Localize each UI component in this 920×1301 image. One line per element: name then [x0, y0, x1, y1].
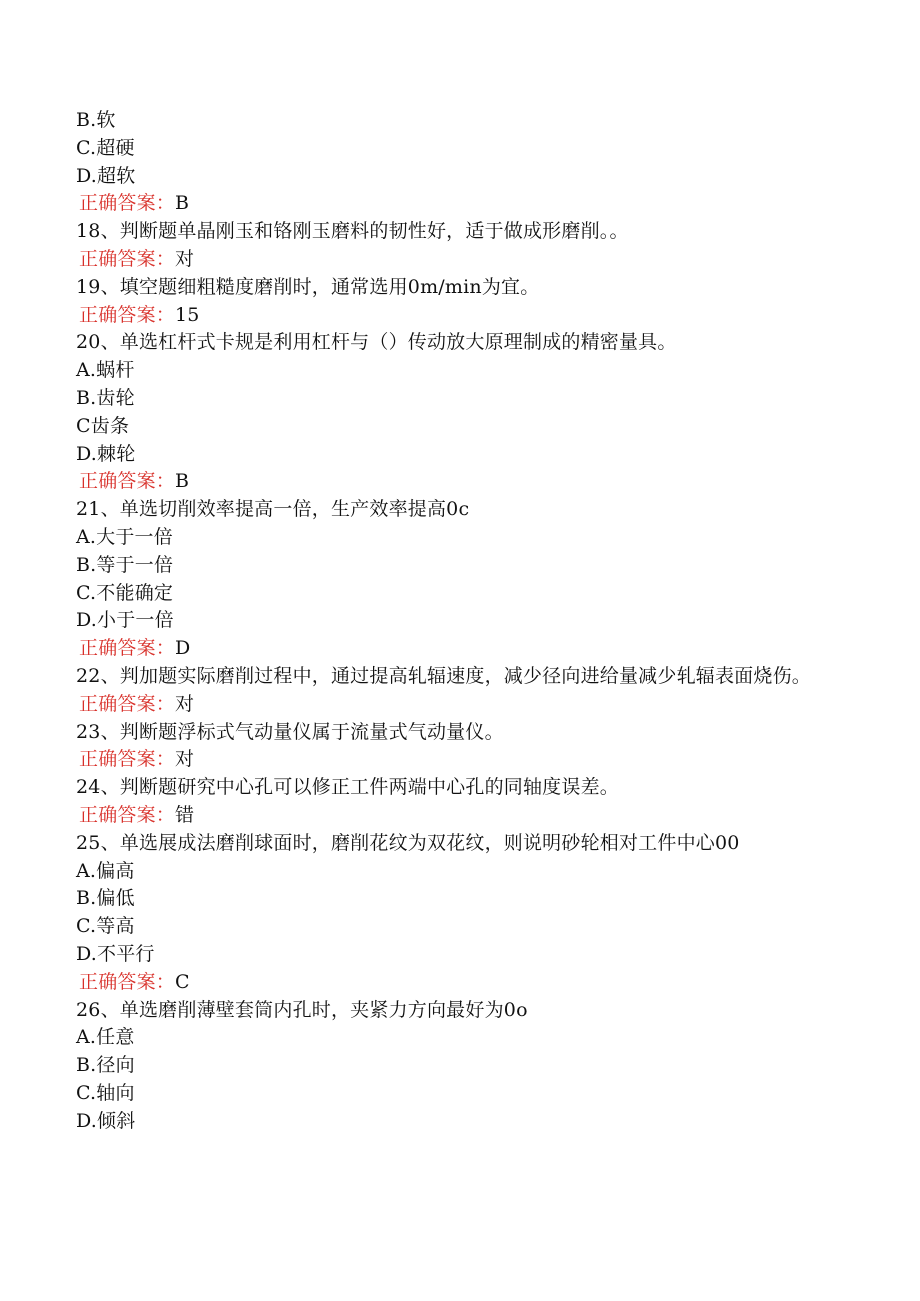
answer-label: 正确答案： [79, 247, 176, 270]
answer-22 [76, 691, 856, 719]
document-page [76, 107, 856, 1135]
option-b: B.齿轮 [76, 386, 135, 409]
question-25: 25、单选展成法磨削球面时，磨削花纹为双花纹，则说明砂轮相对工件中心00 [76, 831, 740, 854]
answer-value: 对 [175, 247, 195, 270]
option-a: A.偏高 [76, 859, 135, 882]
option-a: A.任意 [76, 1026, 135, 1049]
option-b: B.等于一倍 [76, 553, 174, 576]
question-20: 20、单选杠杆式卡规是利用杠杆与（）传动放大原理制成的精密量具。 [76, 331, 677, 354]
answer-18 [76, 246, 856, 274]
answer-label: 正确答案： [79, 303, 176, 326]
option-d: D.倾斜 [76, 1109, 136, 1132]
option-d: D.超软 [76, 164, 136, 187]
answer-label: 正确答案： [79, 970, 176, 993]
option-b: B.径向 [76, 1054, 135, 1077]
answer-value: B [175, 192, 190, 215]
option-c: C.超硬 [76, 136, 135, 159]
option-a: A.大于一倍 [76, 525, 173, 548]
option-c: C齿条 [76, 414, 130, 437]
option-a: A.蜗杆 [76, 359, 135, 382]
answer-25 [76, 969, 856, 997]
question-24: 24、判断题研究中心孔可以修正工件两端中心孔的同轴度误差。 [76, 776, 619, 799]
option-b: B.软 [76, 109, 116, 131]
answer-label: 正确答案： [79, 470, 176, 493]
answer-value: D [175, 637, 191, 660]
option-d: D.棘轮 [76, 442, 136, 465]
answer-label: 正确答案： [79, 692, 176, 715]
question-26: 26、单选磨削薄壁套筒内孔时，夹紧力方向最好为0o [76, 998, 528, 1021]
option-c: C.不能确定 [76, 581, 174, 604]
question-19: 19、填空题细粗糙度磨削时，通常选用0m/min为宜。 [76, 275, 540, 298]
answer-label: 正确答案： [79, 803, 176, 826]
option-c: C.轴向 [76, 1081, 135, 1104]
answer-value: 15 [175, 303, 200, 326]
answer-value: B [175, 470, 190, 493]
answer-value: 对 [175, 692, 195, 715]
question-21: 21、单选切削效率提高一倍，生产效率提高0c [76, 498, 470, 521]
option-d: D.小于一倍 [76, 609, 174, 632]
answer-label: 正确答案： [79, 192, 176, 215]
answer-17 [76, 190, 856, 218]
answer-23 [76, 746, 856, 774]
question-22: 22、判加题实际磨削过程中，通过提高轧辐速度，减少径向进给量减少轧辐表面烧伤。 [76, 664, 811, 687]
answer-19 [76, 302, 856, 330]
option-c: C.等高 [76, 915, 135, 938]
answer-label: 正确答案： [79, 637, 176, 660]
question-23: 23、判断题浮标式气动量仪属于流量式气动量仪。 [76, 720, 504, 743]
answer-20 [76, 468, 856, 496]
answer-21 [76, 635, 856, 663]
answer-value: C [175, 970, 190, 993]
answer-label: 正确答案： [79, 748, 176, 771]
answer-value: 对 [175, 748, 195, 771]
answer-24 [76, 802, 856, 830]
option-b: B.偏低 [76, 887, 135, 910]
question-18: 18、判断题单晶刚玉和铬刚玉磨料的韧性好，适于做成形磨削。。 [76, 220, 629, 243]
option-d: D.不平行 [76, 942, 155, 965]
answer-value: 错 [175, 803, 195, 826]
